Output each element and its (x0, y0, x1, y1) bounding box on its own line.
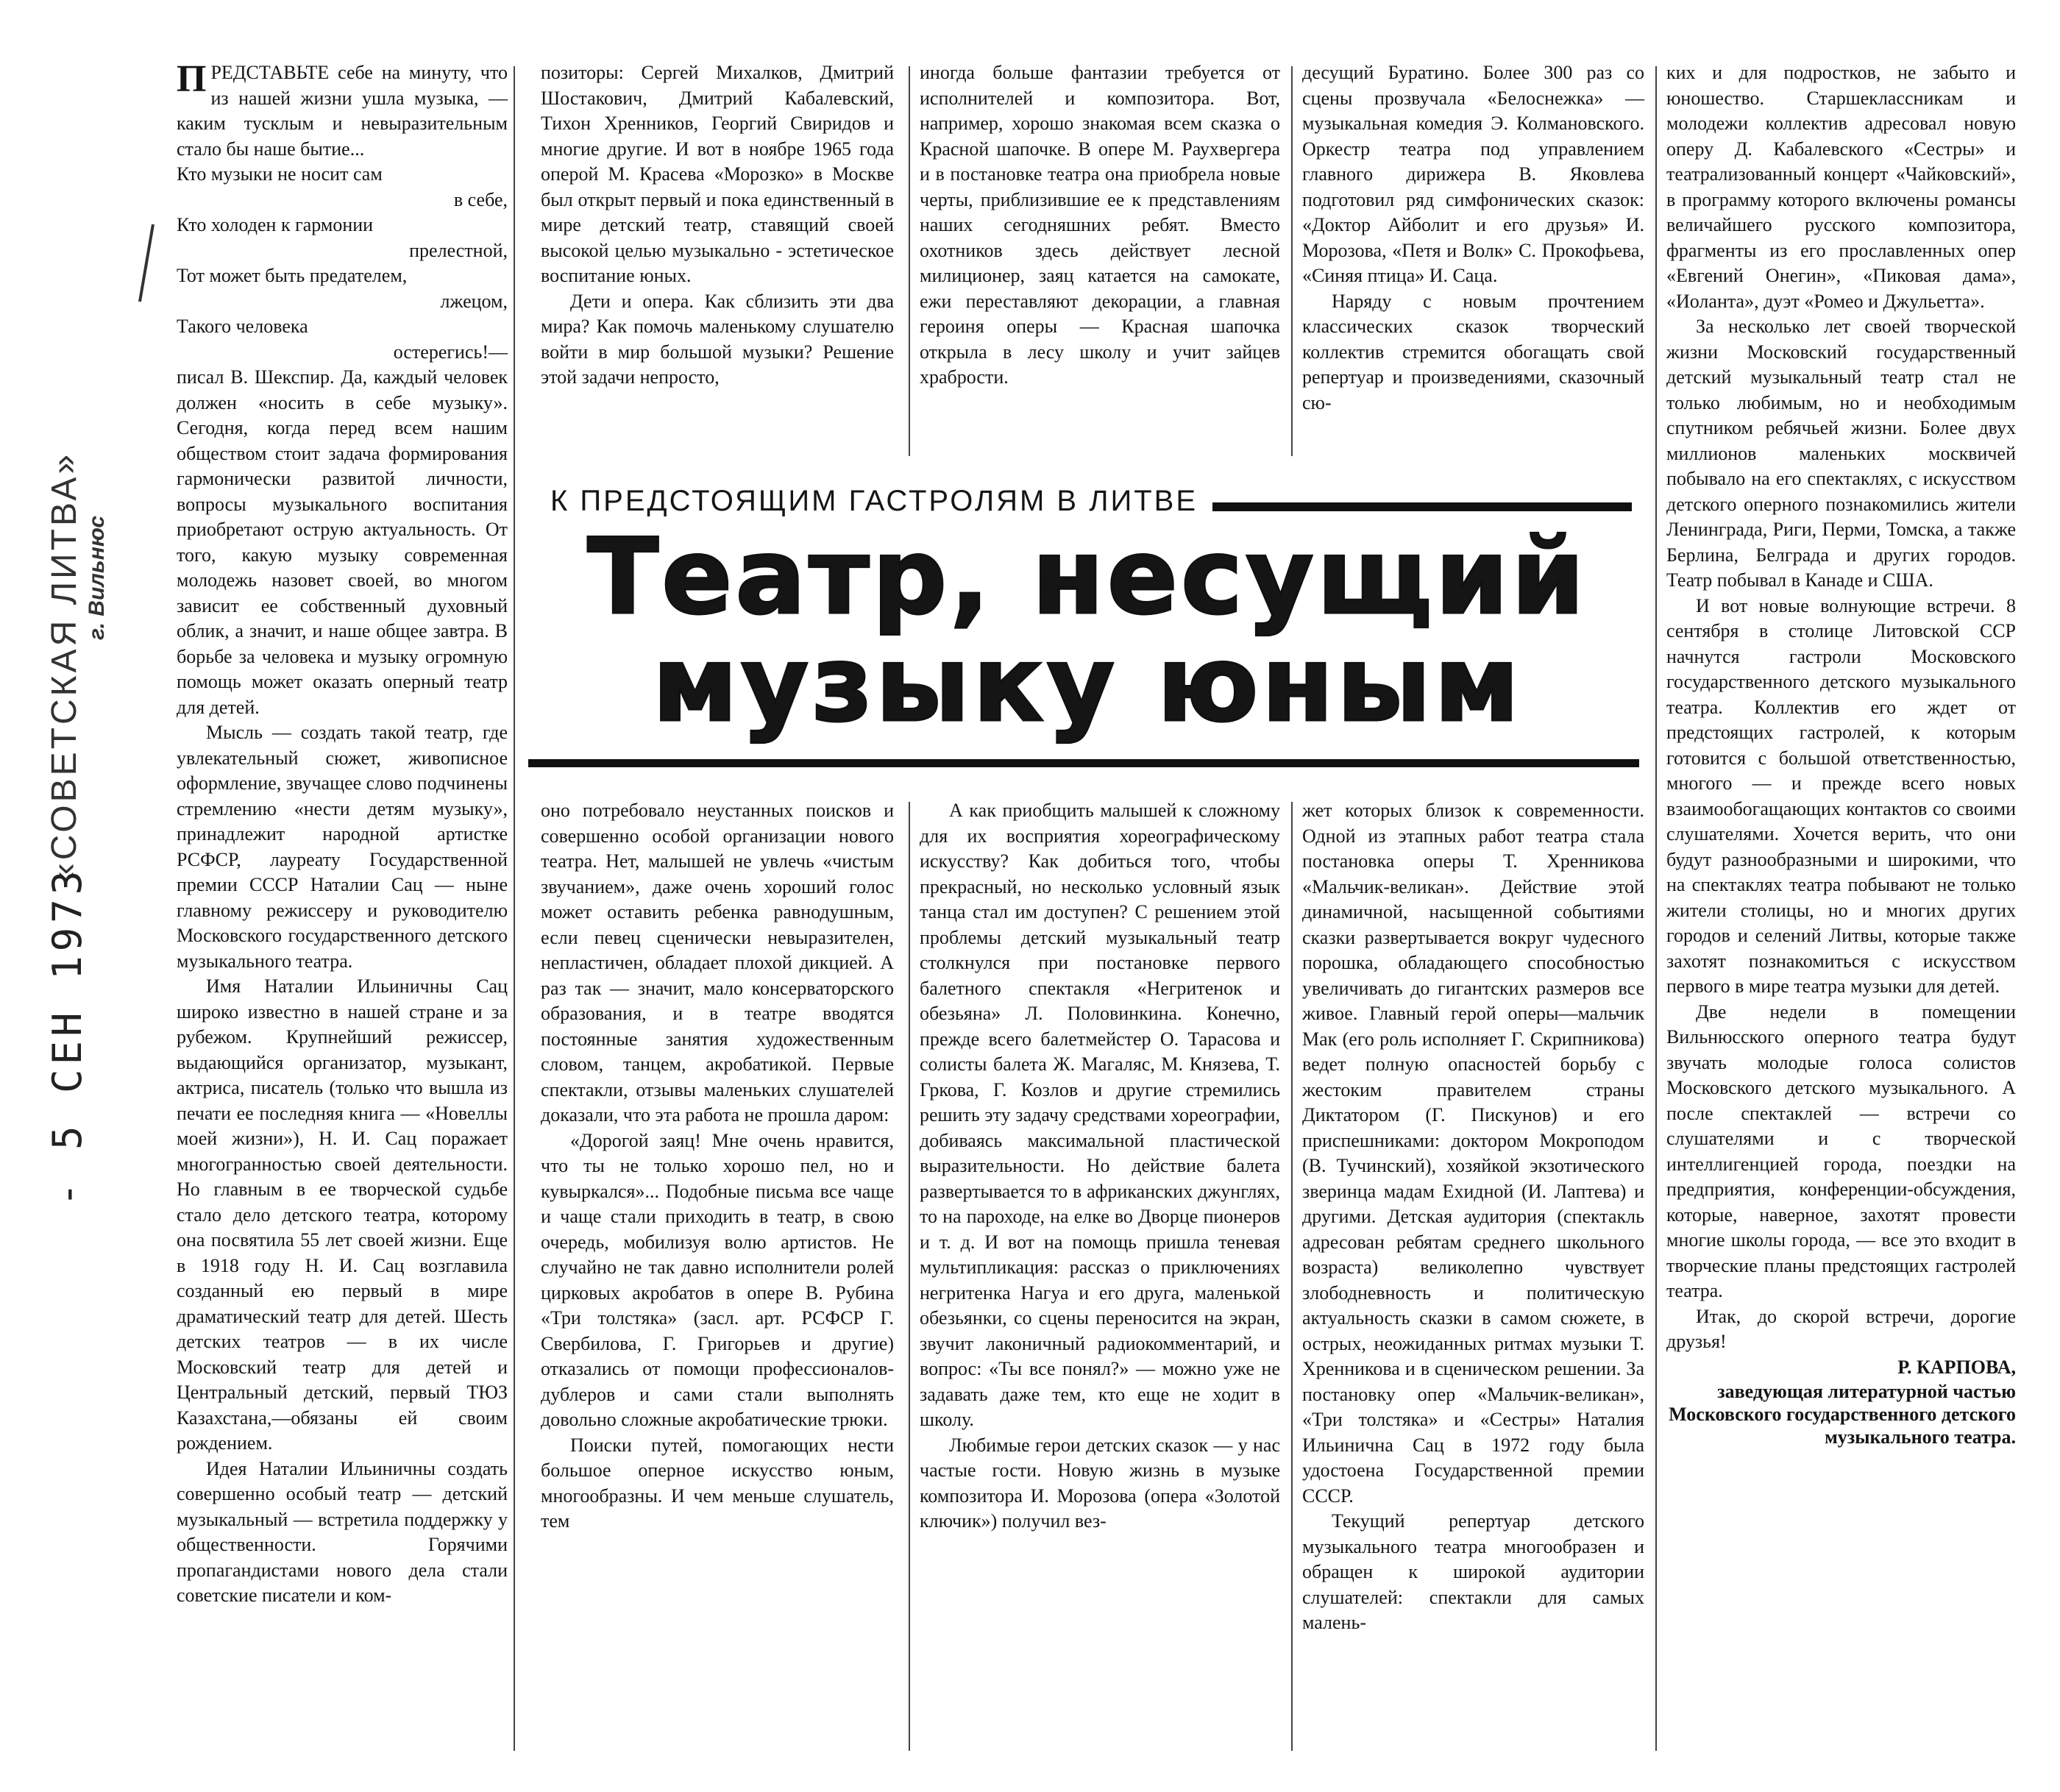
author-signature: Р. КАРПОВА, (1897, 1356, 2016, 1378)
article-paragraph: Дети и опера. Как сблизить эти два мира? Как помочь маленькому слушателю войти в мир большой музыки? Решение этой задачи непросто, (541, 290, 894, 388)
column-rule (909, 802, 910, 1751)
article-paragraph: Имя Наталии Ильиничны Сац широко известно в нашей стране и за рубежом. Крупнейший режиссер, выдающийся организатор, музыкант, актриса, писатель (только что вышла из печати ее последняя книга — «Новеллы моей жизни»), Н. И. Сац поражает многогранностью своей деятельности. Но главным в ее творческой судьбе стало дело детского театра, которому она посвятила 55 лет своей жизни. Еще в 1918 году Н. И. Сац возглавила созданный ею первый в мире драматический театр для детей. Шесть детских театров — в их числе Московский театр для детей и Центральный детский, первый ТЮЗ Казахстана,—обязаны ей своим рождением. (177, 975, 508, 1454)
article-paragraph: оно потребовало неустанных поисков и совершенно особой организации нового театра. Нет, малышей не увлечь «чистым звучанием», даже очень хороший голос может оставить ребенка равнодушным, если певец сценически невыразителен, непластичен, обладает плохой дикцией. А раз так — значит, мало консерваторского образования, и в театре вводятся постоянные занятия художественным словом, танцем, акробатикой. Первые спектакли, отзывы маленьких слушателей доказали, что эта работа не прошла даром: (541, 800, 894, 1126)
article-lead-paragraph: ПРЕДСТАВЬТЕ себе на минуту, что из нашей жизни ушла музыка, — каким тусклым и невыразительным стало бы наше бытие... (177, 58, 508, 160)
article-paragraph: ких и для подростков, не забыто и юношество. Старшеклассникам и молодежи коллектив адресовал новую оперу Д. Кабалевского «Сестры» и театрализованный концерт «Чайковский», в программу которого включены романсы величайшего русского композитора, фрагменты из его прославленных опер «Евгений Онегин», «Пиковая дама», «Иоланта», дуэт «Ромео и Джульетта». (1666, 62, 2016, 312)
date-stamp-text: - 5 СЕН 1973 (44, 866, 90, 1206)
article-column-2-bottom (541, 798, 894, 1535)
drop-cap: П (177, 58, 207, 100)
article-paragraph: писал В. Шекспир. Да, каждый человек должен «носить в себе музыку». Сегодня, когда перед всем нашим обществом стоит задача формирования гармонически развитой личности, вопросы музыкального воспитания приобретают острую актуальность. От того, какую музыку современная молодежь назовет своей, во многом зависит ее собственный духовный облик, а значит, и наше общее завтра. В борьбе за человека и музыку огромную помощь может оказать оперный театр для детей. (177, 366, 508, 718)
article-column-2-top (541, 60, 894, 391)
shakespeare-quote: Кто музыки не носит сам в себе, Кто холоден к гармонии прелестной, Тот может быть предателем, лжецом, Такого человека остерегись!— (177, 163, 508, 363)
column-rule (1291, 66, 1293, 456)
clipping-source-stamp (44, 412, 132, 883)
article-column-1 (177, 60, 508, 1609)
article-paragraph: Итак, до скорой встречи, дорогие друзья! (1666, 1305, 2016, 1352)
article-paragraph: Любимые герои детских сказок — у нас частые гости. Новую жизнь в музыке композитора И. Морозова (опера «Золотой ключик») получил вез- (920, 1434, 1280, 1532)
article-paragraph: И вот новые волнующие встречи. 8 сентября в столице Литовской ССР начнутся гастроли Московского государственного детского музыкального театра. Коллектив его ждет от предстоящих гастролей, к которым готовится с большой ответственностью, многого — и прежде всего новых взаимообогащающих контактов со своими слушателями. Хочется верить, что они будут разнообразными и широкими, что на спектаклях театра побывают не только жители столицы, но и многих других городов и селений Литвы, которые также захотят познакомиться с искусством первого в мире театра музыки для детей. (1666, 594, 2016, 997)
newspaper-city-stamp: г. Вильнюс (85, 515, 109, 640)
article-column-5 (1666, 60, 2016, 1448)
article-paragraph: «Дорогой заяц! Мне очень нравится, что ты не только хорошо пел, но и кувыркался»... Подобные письма все чаще и чаще стали приходить в театр, в свою очередь, мобилизуя волю артистов. Не случайно не так давно исполнители ролей цирковых акробатов в опере В. Рубина «Три толстяка» (засл. арт. РСФСР Г. Свербилова, Г. Григорьев и другие) отказались от помощи профессионалов-дублеров и сами стали выполнять довольно сложные акробатические трюки. (541, 1129, 894, 1430)
rubric-label: К ПРЕДСТОЯЩИМ ГАСТРОЛЯМ В ЛИТВЕ (550, 485, 1198, 517)
article-column-3-bottom (920, 798, 1280, 1535)
article-headline (528, 516, 1647, 745)
article-paragraph: жет которых близок к современности. Одной из этапных работ театра стала постановка оперы Т. Хренникова «Мальчик-великан». Действие этой динамичной, насыщенной событиями сказки развертывается вокруг чудесного порошка, обладающего способностью увеличивать до гигантских размеров все живое. Главный герой оперы—мальчик Мак (его роль исполняет Г. Скрипникова) ведет полную опасностей борьбу с жестоким правителем страны Диктатором (Г. Пискунов) и его приспешниками: доктором Мокроподом (В. Тучинский), хозяйкой экзотического зверинца мадам Ехидной (И. Лаптева) и другими. Детская аудитория (спектакль адресован ребятам среднего школьного возраста) великолепно чувствует злободневность и политическую актуальность сказки в самом сюжете, в острых, неожиданных ритмах музыки Т. Хренникова и в сценическом решении. За постановку опер «Мальчик-великан», «Три толстяка» и «Сестры» Наталия Ильинична Сац в 1972 году была удостоена Государственной премии СССР. (1302, 800, 1644, 1507)
article-paragraph: А как приобщить малышей к сложному для их восприятия хореографическому искусству? Как добиться того, чтобы прекрасный, но несколько условный язык танца стал им доступен? С решением этой проблемы детский музыкальный театр столкнулся при постановке первого балетного спектакля «Негритенок и обезьяна» Л. Половинкина. Конечно, прежде всего балетмейстер О. Тарасова и солисты балета Ж. Магаляс, М. Князева, Т. Гркова, Г. Козлов и другие стремились решить эту задачу средствами хореографии, добиваясь максимальной пластической выразительности. Но действие балета развертывается то в африканских джунглях, то на пароходе, на елке во Дворце пионеров и т. д. И вот на помощь пришла теневая мультипликация: рассказ о приключениях негритенка Нагуа и его друга, маленькой обезьянки, со сцены переносится на экран, звучит лаконичный радиокомментарий, и вопрос: «Ты все понял?» — можно уже не задавать даже тем, кто еще не ходит в школу. (920, 800, 1280, 1430)
article-paragraph: Наряду с новым прочтением классических сказок творческий коллектив стремится обогащать свой репертуар и произведениями, сказочный сю- (1302, 290, 1644, 413)
article-paragraph: За несколько лет своей творческой жизни Московский государственный детский музыкальный театр стал не только любимым, но и необходимым спутником ребячьей жизни. Более двух миллионов маленьких москвичей побывало на его спектаклях, с искусством детского оперного познакомились жители Ленинграда, Риги, Перми, Томска, а также Берлина, Белграда и других городов. Театр побывал в Канаде и США. (1666, 316, 2016, 591)
author-title: заведующая литературной частью Московского государственного детского музыкального театра. (1669, 1381, 2016, 1448)
article-paragraph: Текущий репертуар детского музыкального театра многообразен и обращен к широкой аудитории слушателей: спектакли для самых малень- (1302, 1510, 1644, 1633)
article-paragraph: Мысль — создать такой театр, где увлекательный сюжет, живописное оформление, звучащее слово подчинены стремлению «нести детям музыку», принадлежит народной артистке РСФСР, лауреату Государственной премии СССР Наталии Сац — ныне главному режиссеру и руководителю Московского государственного детского музыкального театра. (177, 722, 508, 972)
article-column-4-top (1302, 60, 1644, 416)
article-column-3-top (920, 60, 1280, 391)
column-rule (1291, 802, 1293, 1751)
column-rule (909, 66, 910, 456)
pen-mark (131, 221, 160, 309)
newspaper-title-stamp: «СОВЕТСКАЯ ЛИТВА» (45, 451, 84, 883)
headline-line-1: Театр, несущий (587, 516, 1588, 638)
article-paragraph: Поиски путей, помогающих нести большое оперное искусство юным, многообразны. И чем меньше слушатель, тем (541, 1434, 894, 1532)
column-rule (514, 66, 515, 1751)
rubric-rule (1212, 502, 1632, 511)
article-paragraph: Две недели в помещении Вильнюсского оперного театра будут звучать молодые голоса солистов Московского детского музыкального. А после спектаклей — встречи со слушателями и с творческой интеллигенцией города, поездки на предприятия, конференции-обсуждения, которые, наверное, захотят провести многие школы города, — все это входит в творческие планы предстоящих гастролей театра. (1666, 1000, 2016, 1301)
headline-rule (528, 759, 1639, 767)
column-rule (1655, 66, 1657, 1751)
date-stamp (44, 866, 110, 1206)
article-column-4-bottom (1302, 798, 1644, 1636)
headline-line-2: музыку юным (652, 624, 1523, 745)
article-paragraph: позиторы: Сергей Михалков, Дмитрий Шостакович, Дмитрий Кабалевский, Тихон Хренников, Георгий Свиридов и многие другие. И вот в ноябре 1965 года оперой М. Красева «Морозко» в Москве был открыт первый и пока единственный в мире детский театр, ставящий своей высокой целью музыкально - эстетическое воспитание юных. (541, 62, 894, 286)
article-paragraph: иногда больше фантазии требуется от исполнителей и композитора. Вот, например, хорошо знакомая всем сказка о Красной шапочке. В опере М. Раухвергера и в постановке театра она приобрела новые черты, приблизившие ее к представлениям наших сегодняшних ребят. Вместо охотников здесь действует лесной милиционер, заяц катается на самокате, ежи переставляют декорации, а главная героиня оперы — Красная шапочка открыла в лесу школу и учит зайцев храбрости. (920, 62, 1280, 388)
article-paragraph: десущий Буратино. Более 300 раз со сцены прозвучала «Белоснежка» — музыкальная комедия Э. Колмановского. Оркестр театра под управлением главного дирижера В. Яковлева подготовил ряд симфонических сказок: «Доктор Айболит и его друзья» И. Морозова, «Петя и Волк» С. Прокофьева, «Синяя птица» И. Саца. (1302, 62, 1644, 286)
article-paragraph: Идея Наталии Ильиничны создать совершенно особый театр — детский музыкальный — встретила поддержку у общественности. Горячими пропагандистами нового дела стали советские писатели и ком- (177, 1457, 508, 1606)
